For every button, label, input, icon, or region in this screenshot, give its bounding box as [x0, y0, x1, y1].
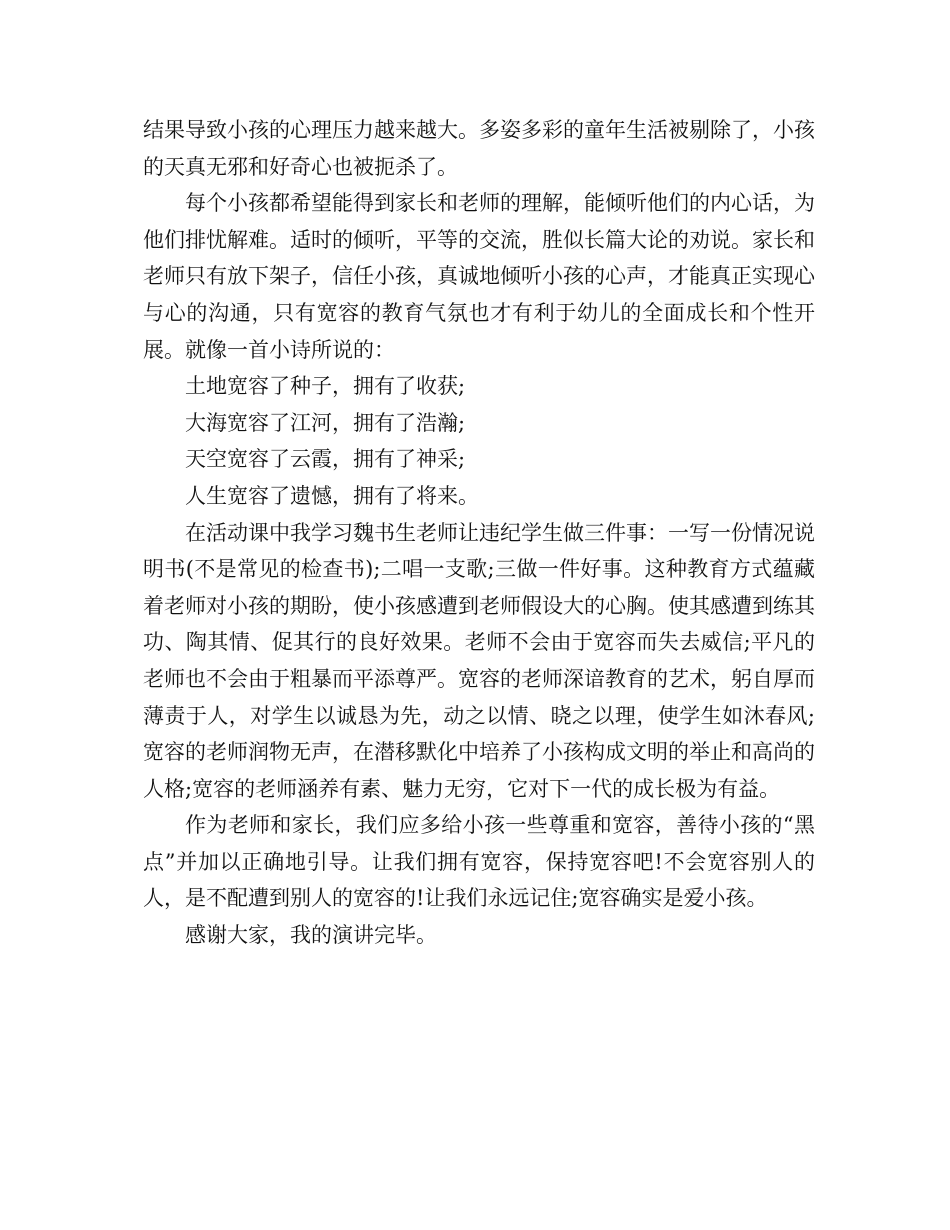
poem-line-1: 土地宽容了种子，拥有了收获; [185, 374, 466, 399]
paragraph-continued: 结果导致小孩的心理压力越来越大。多姿多彩的童年生活被剔除了，小孩的天真无邪和好奇心也被扼杀了。 [143, 118, 815, 179]
paragraph-understanding: 每个小孩都希望能得到家长和老师的理解，能倾听他们的内心话，为他们排忧解难。适时的倾听，平等的交流，胜似长篇大论的劝说。家长和老师只有放下架子，信任小孩，真诚地倾听小孩的心声，才能真正实现心与心的沟通，只有宽容的教育气氛也才有利于幼儿的全面成长和个性开展。就像一首小诗所说的： [143, 191, 815, 362]
paragraph-respect-tolerance: 作为老师和家长，我们应多给小孩一些尊重和宽容，善待小孩的“黑点”并加以正确地引导。让我们拥有宽容，保持宽容吧!不会宽容别人的人，是不配遭到别人的宽容的!让我们永远记住;宽容确实是爱小孩。 [143, 813, 815, 911]
paragraph-closing: 感谢大家，我的演讲完毕。 [185, 923, 437, 948]
poem-line-3: 天空宽容了云霞，拥有了神采; [185, 447, 466, 472]
document-body [143, 112, 815, 954]
paragraph-activity-class: 在活动课中我学习魏书生老师让违纪学生做三件事：一写一份情况说明书(不是常见的检查书);二唱一支歌;三做一件好事。这种教育方式蕴藏着老师对小孩的期盼，使小孩感遭到老师假设大的心胸。使其感遭到练其功、陶其情、促其行的良好效果。老师不会由于宽容而失去威信;平凡的老师也不会由于粗暴而平添尊严。宽容的老师深谙教育的艺术，躬自厚而薄责于人，对学生以诚恳为先，动之以情、晓之以理，使学生如沐春风;宽容的老师润物无声，在潜移默化中培养了小孩构成文明的举止和高尚的人格;宽容的老师涵养有素、魅力无穷，它对下一代的成长极为有益。 [143, 520, 815, 801]
poem-line-4: 人生宽容了遗憾，拥有了将来。 [185, 483, 479, 508]
poem-line-2: 大海宽容了江河，拥有了浩瀚; [185, 410, 466, 435]
